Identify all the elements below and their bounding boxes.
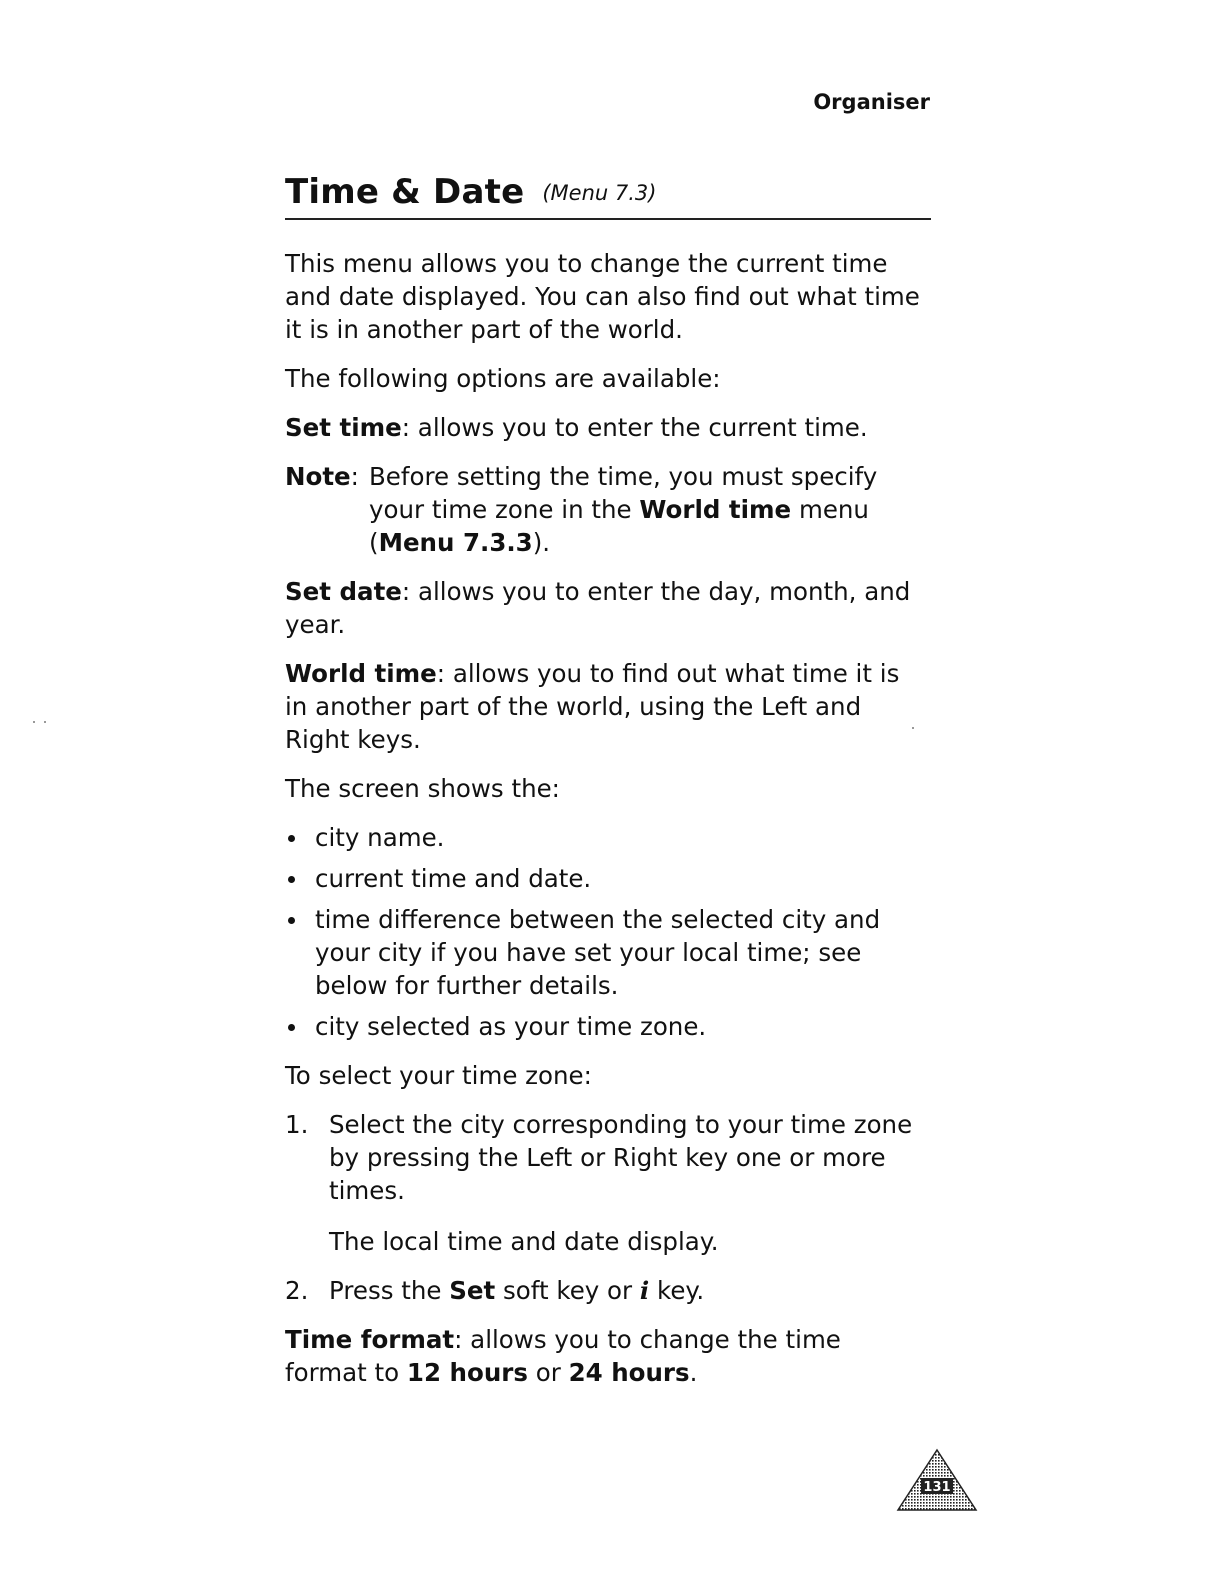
step-1: [285, 1108, 925, 1258]
note-block: [285, 460, 925, 559]
world-time-item: [285, 657, 925, 756]
note-body: [369, 460, 925, 559]
note-menu-ref: Menu 7.3.3: [378, 528, 533, 557]
note-colon: :: [350, 462, 359, 491]
options-lead: The following options are available:: [285, 364, 721, 393]
set-time-text: : allows you to enter the current time.: [401, 413, 868, 442]
time-format-end: .: [689, 1358, 698, 1387]
step-2-text-before: Press the: [329, 1276, 450, 1305]
scan-speck: [912, 727, 914, 729]
pyramid-page-number-icon: [896, 1448, 978, 1514]
time-format-24: 24 hours: [568, 1358, 690, 1387]
time-format-label: Time format: [285, 1325, 455, 1354]
intro-paragraph: This menu allows you to change the current time and date displayed. You can also find out what time it is in another part of the world.: [285, 249, 920, 344]
pyramid-svg: [896, 1448, 978, 1514]
note-text-before: Before setting the time, you must specify your time zone in the: [369, 462, 878, 524]
list-item: city selected as your time zone.: [285, 1010, 925, 1043]
steps-list: [285, 1108, 925, 1307]
title-main: Time & Date: [285, 172, 525, 212]
world-time-label: World time: [285, 659, 437, 688]
world-time-text: : allows you to find out what time it is in another part of the world, using the Left and Right keys.: [285, 659, 900, 754]
page-number: 131: [923, 1480, 951, 1495]
step-body: [329, 1274, 925, 1307]
note-text-middle: menu (: [369, 495, 869, 557]
screen-shows-lead: The screen shows the:: [285, 774, 560, 803]
set-time-label: Set time: [285, 413, 402, 442]
time-format-or: or: [527, 1358, 569, 1387]
set-time-item: [285, 411, 925, 444]
step-number: 2.: [285, 1276, 309, 1305]
time-format-text: : allows you to change the time format to: [285, 1325, 841, 1387]
note-text-after: ).: [532, 528, 551, 557]
list-item: current time and date.: [285, 862, 925, 895]
step-body: [329, 1108, 925, 1258]
set-date-item: [285, 575, 925, 641]
page-title: [285, 172, 931, 220]
title-menu-ref: (Menu 7.3): [542, 181, 657, 205]
select-zone-lead: To select your time zone:: [285, 1061, 592, 1090]
step-2-set: Set: [449, 1276, 496, 1305]
note-world-time: World time: [639, 495, 792, 524]
note-label-wrap: [285, 460, 369, 559]
note-label: Note: [285, 462, 351, 491]
section-header: Organiser: [813, 90, 930, 114]
step-1-text: Select the city corresponding to your time zone by pressing the Left or Right key one or more times.: [329, 1110, 913, 1205]
scan-speck: [33, 721, 35, 723]
info-key-icon: i: [639, 1276, 650, 1305]
main-content: [285, 247, 925, 1405]
time-format-item: [285, 1323, 925, 1389]
step-2-text-middle: soft key or: [495, 1276, 640, 1305]
screen-bullet-list: [285, 821, 925, 1043]
list-item: city name.: [285, 821, 925, 854]
list-item: time difference between the selected city and your city if you have set your local time; see below for further details.: [285, 903, 925, 1002]
time-format-12: 12 hours: [406, 1358, 528, 1387]
step-1-result: The local time and date display.: [329, 1227, 719, 1256]
scan-speck: [44, 721, 46, 723]
step-number: 1.: [285, 1110, 309, 1139]
step-2-text-after: key.: [649, 1276, 705, 1305]
set-date-text: : allows you to enter the day, month, and year.: [285, 577, 911, 639]
step-2: [285, 1274, 925, 1307]
set-date-label: Set date: [285, 577, 402, 606]
